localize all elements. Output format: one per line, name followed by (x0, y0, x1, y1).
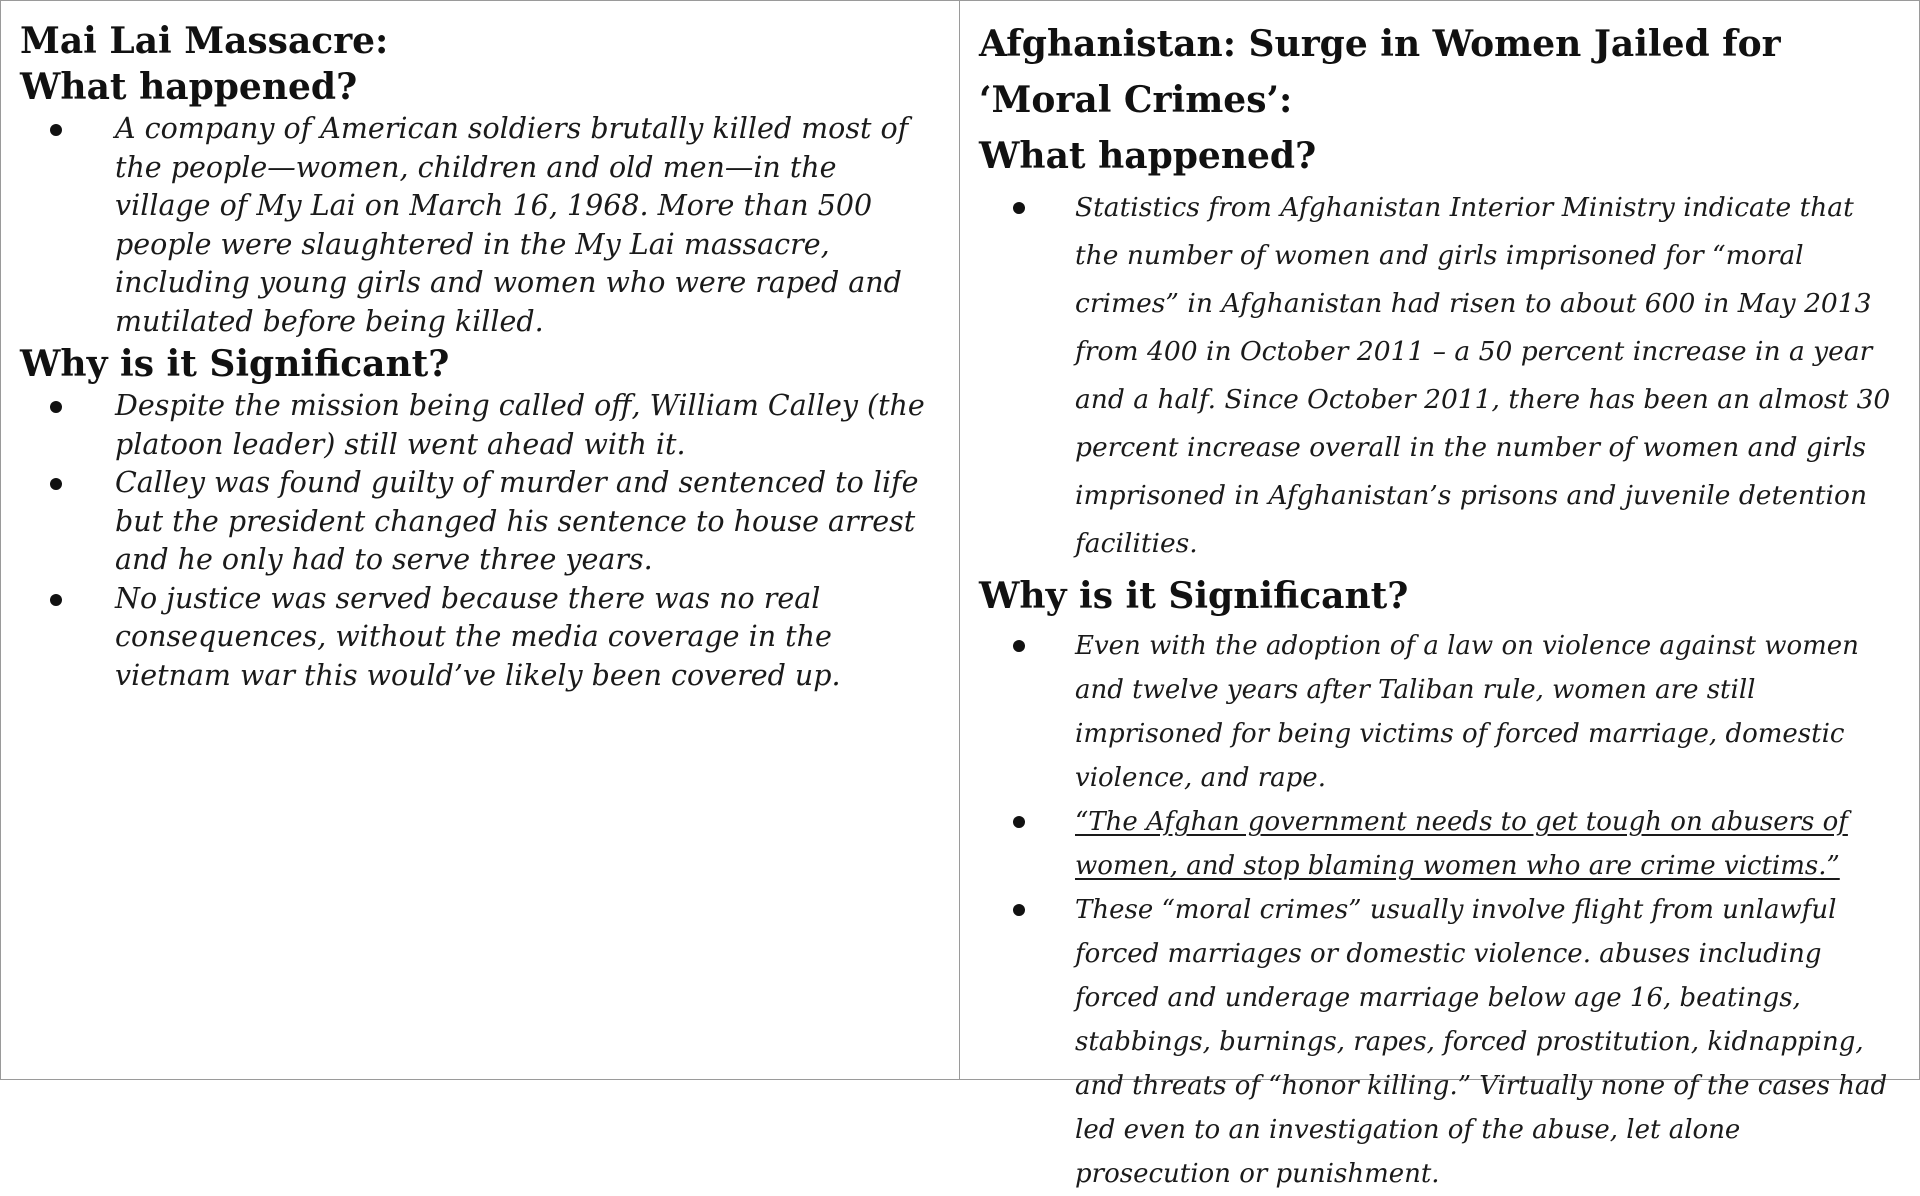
right-title: Afghanistan: Surge in Women Jailed for ‘Moral Crimes’: (979, 23, 1781, 121)
bullet-icon (50, 478, 62, 490)
list-item (979, 184, 1900, 568)
list-item-text: Despite the mission being called off, William Calley (the platoon leader) still went ahead with it. (115, 389, 925, 461)
left-what-heading: What happened? (20, 66, 358, 108)
list-item-text: Even with the adoption of a law on violence against women and twelve years after Taliban rule, women are still imprisoned for being victims of forced marriage, domestic violence, and rape. (1075, 631, 1859, 793)
bullet-icon (50, 594, 62, 606)
list-item-text: No justice was served because there was no real consequences, without the media coverage in the vietnam war this would’ve likely been covered up. (115, 581, 841, 692)
left-title: Mai Lai Massacre: (20, 20, 389, 62)
right-why-heading: Why is it Significant? (979, 575, 1409, 617)
bullet-icon (50, 124, 62, 136)
bullet-icon (1013, 640, 1025, 652)
right-column (960, 0, 1920, 1196)
right-what-list (979, 184, 1900, 568)
right-what-heading: What happened? (979, 135, 1317, 177)
list-item-text: Statistics from Afghanistan Interior Ministry indicate that the number of women and girls imprisoned for “moral crimes” in Afghanistan had risen to about 600 in May 2013 from 400 in October 2011 – a 50 percent increase in a year and a half. Since October 2011, there has been an almost 30 percent increase overall in the number of women and girls imprisoned in Afghanistan’s prisons and juvenile detention facilities. (1075, 192, 1891, 559)
left-why-heading: Why is it Significant? (20, 343, 450, 385)
list-item (979, 800, 1900, 888)
bullet-icon (1013, 904, 1025, 916)
list-item-text: Calley was found guilty of murder and sentenced to life but the president changed his sentence to house arrest and he only had to serve three years. (115, 466, 919, 576)
left-column (0, 0, 959, 695)
left-why-list (20, 387, 939, 695)
quote-text: “The Afghan government needs to get tough on abusers of women, and stop blaming women who are crime victims.” (1075, 807, 1848, 881)
bullet-icon (1013, 816, 1025, 828)
bullet-icon (1013, 202, 1025, 214)
list-item-text: These “moral crimes” usually involve flight from unlawful forced marriages or domestic violence. abuses including forced and underage marriage below age 16, beatings, stabbings, burnings, rapes, forced prostitution, kidnapping, and threats of “honor killing.” Virtually none of the cases had led even to an investigation of the abuse, let alone prosecution or punishment. (1075, 895, 1888, 1189)
bullet-icon (50, 401, 62, 413)
left-what-list (20, 110, 939, 341)
right-why-list (979, 624, 1900, 1196)
list-item (20, 110, 939, 341)
list-item-text: A company of American soldiers brutally killed most of the people—women, children and old men—in the village of My Lai on March 16, 1968. More than 500 people were slaughtered in the My Lai massacre, including young girls and women who were raped and mutilated before being killed. (115, 112, 909, 338)
list-item (979, 624, 1900, 800)
list-item (20, 387, 939, 464)
list-item (20, 580, 939, 696)
list-item (979, 888, 1900, 1196)
list-item (20, 464, 939, 580)
